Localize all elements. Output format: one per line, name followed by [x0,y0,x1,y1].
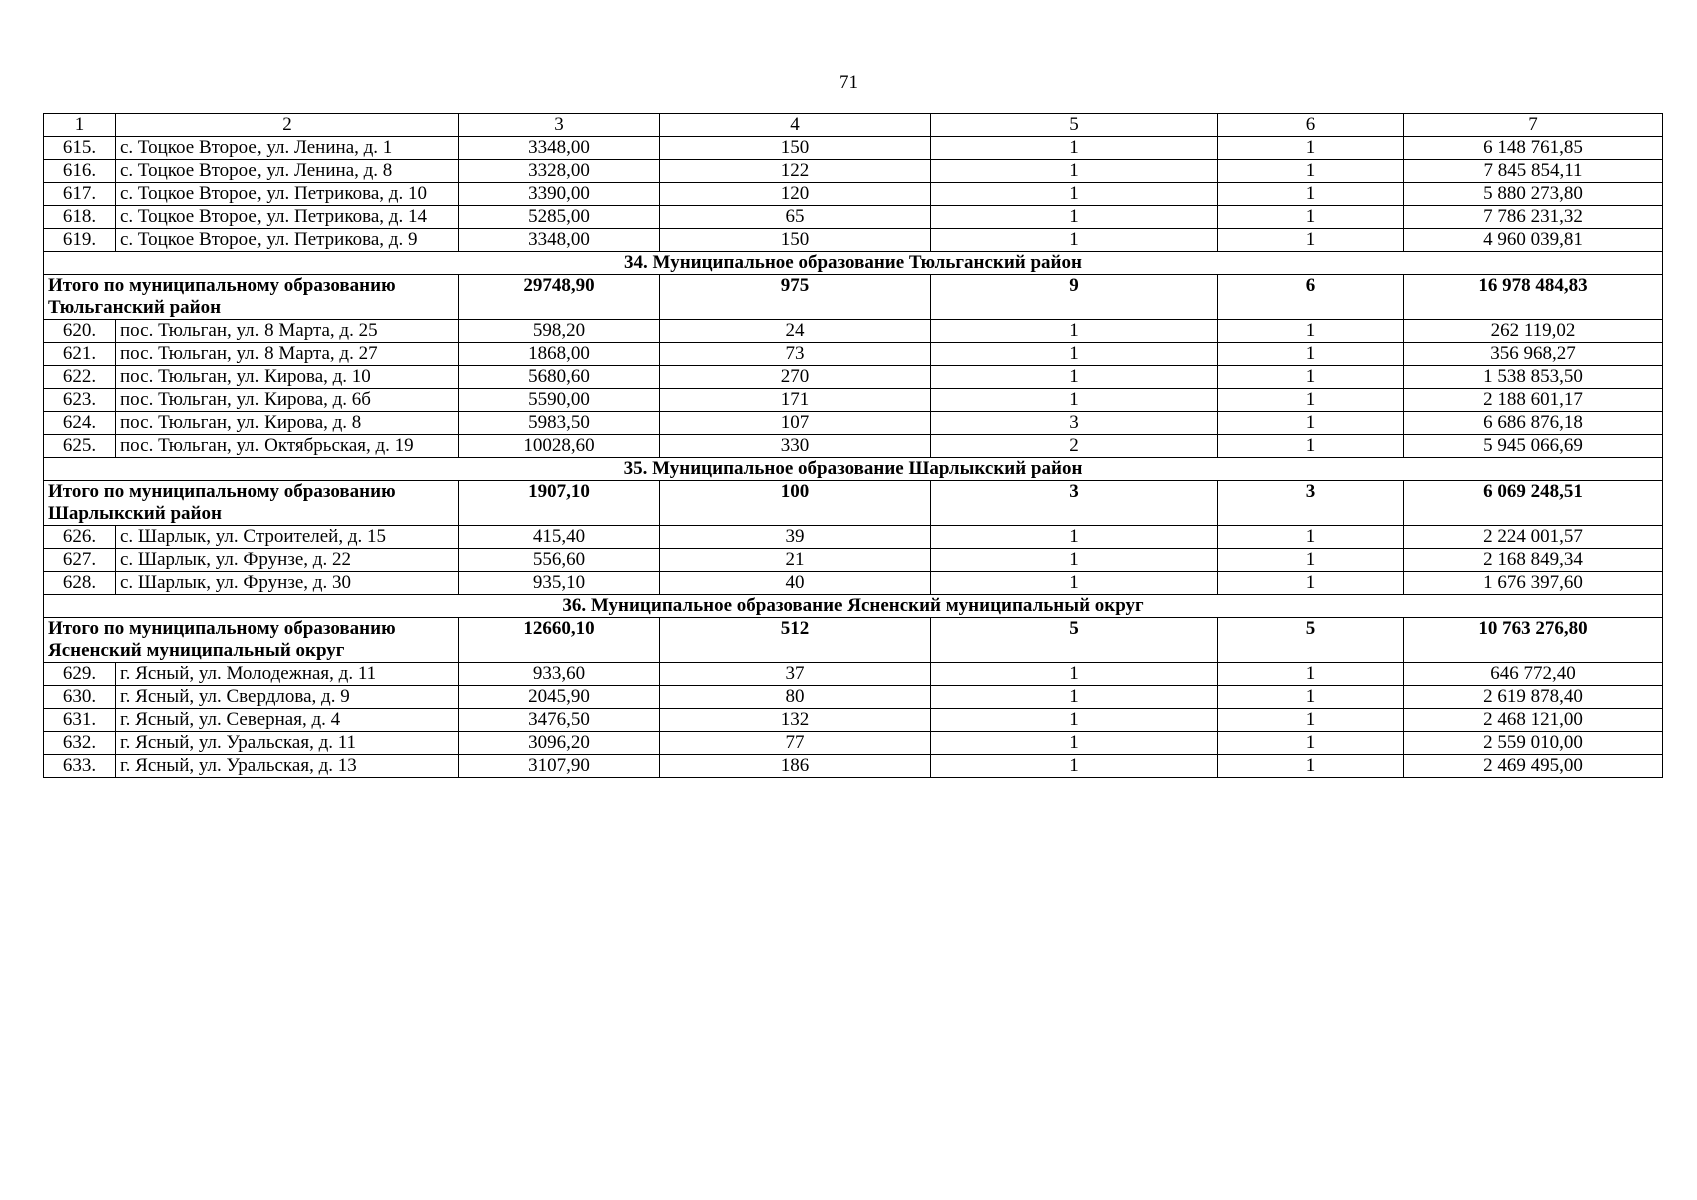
table-body [44,114,1663,778]
row-col6: 1 [1218,389,1404,412]
total-label: Итого по муниципальному образованию Шарлыкский район [44,481,459,526]
total-col6: 3 [1218,481,1404,526]
row-col5: 1 [931,686,1218,709]
row-col6: 1 [1218,160,1404,183]
row-cost: 2 559 010,00 [1404,732,1663,755]
row-col5: 1 [931,137,1218,160]
row-col6: 1 [1218,663,1404,686]
row-area: 5285,00 [459,206,660,229]
row-address: пос. Тюльган, ул. Кирова, д. 6б [116,389,459,412]
row-residents: 150 [660,137,931,160]
row-address: пос. Тюльган, ул. Октябрьская, д. 19 [116,435,459,458]
row-residents: 39 [660,526,931,549]
row-area: 10028,60 [459,435,660,458]
row-col5: 1 [931,549,1218,572]
total-cost: 6 069 248,51 [1404,481,1663,526]
row-area: 3348,00 [459,229,660,252]
row-area: 3348,00 [459,137,660,160]
row-cost: 7 845 854,11 [1404,160,1663,183]
total-cost: 10 763 276,80 [1404,618,1663,663]
row-address: пос. Тюльган, ул. Кирова, д. 10 [116,366,459,389]
column-number-row [44,114,1663,137]
total-col5: 9 [931,275,1218,320]
total-area: 29748,90 [459,275,660,320]
row-number: 622. [44,366,116,389]
table-row [44,732,1663,755]
row-residents: 77 [660,732,931,755]
row-col5: 1 [931,366,1218,389]
row-col6: 1 [1218,206,1404,229]
row-address: г. Ясный, ул. Свердлова, д. 9 [116,686,459,709]
row-col6: 1 [1218,320,1404,343]
row-address: пос. Тюльган, ул. 8 Марта, д. 27 [116,343,459,366]
row-residents: 120 [660,183,931,206]
total-cost: 16 978 484,83 [1404,275,1663,320]
total-area: 12660,10 [459,618,660,663]
row-col6: 1 [1218,183,1404,206]
table-row [44,206,1663,229]
section-total-row [44,275,1663,320]
row-col5: 1 [931,732,1218,755]
row-number: 623. [44,389,116,412]
row-col6: 1 [1218,732,1404,755]
row-col6: 1 [1218,137,1404,160]
row-residents: 186 [660,755,931,778]
row-address: с. Тоцкое Второе, ул. Ленина, д. 1 [116,137,459,160]
row-number: 615. [44,137,116,160]
row-col5: 1 [931,663,1218,686]
row-col5: 1 [931,755,1218,778]
row-address: с. Шарлык, ул. Фрунзе, д. 30 [116,572,459,595]
table-row [44,663,1663,686]
section-header-row [44,595,1663,618]
row-address: г. Ясный, ул. Уральская, д. 11 [116,732,459,755]
row-col6: 1 [1218,412,1404,435]
row-area: 415,40 [459,526,660,549]
row-cost: 646 772,40 [1404,663,1663,686]
row-address: с. Тоцкое Второе, ул. Петрикова, д. 9 [116,229,459,252]
column-number-3: 3 [459,114,660,137]
row-cost: 2 469 495,00 [1404,755,1663,778]
row-residents: 21 [660,549,931,572]
row-number: 616. [44,160,116,183]
row-cost: 2 168 849,34 [1404,549,1663,572]
row-area: 556,60 [459,549,660,572]
table-row [44,435,1663,458]
row-cost: 1 538 853,50 [1404,366,1663,389]
row-area: 2045,90 [459,686,660,709]
table-row [44,343,1663,366]
row-area: 598,20 [459,320,660,343]
row-number: 625. [44,435,116,458]
row-area: 933,60 [459,663,660,686]
table-row [44,160,1663,183]
row-cost: 4 960 039,81 [1404,229,1663,252]
row-col5: 1 [931,229,1218,252]
row-number: 630. [44,686,116,709]
table-row [44,320,1663,343]
table-row [44,526,1663,549]
row-residents: 330 [660,435,931,458]
row-number: 620. [44,320,116,343]
table-row [44,183,1663,206]
column-number-1: 1 [44,114,116,137]
row-col6: 1 [1218,549,1404,572]
total-label: Итого по муниципальному образованию Тюльганский район [44,275,459,320]
row-cost: 6 686 876,18 [1404,412,1663,435]
row-col5: 1 [931,526,1218,549]
row-cost: 262 119,02 [1404,320,1663,343]
row-area: 3390,00 [459,183,660,206]
row-residents: 270 [660,366,931,389]
row-residents: 24 [660,320,931,343]
row-col5: 2 [931,435,1218,458]
row-area: 935,10 [459,572,660,595]
row-col6: 1 [1218,709,1404,732]
row-col6: 1 [1218,686,1404,709]
row-number: 629. [44,663,116,686]
row-area: 5983,50 [459,412,660,435]
row-number: 632. [44,732,116,755]
row-col6: 1 [1218,366,1404,389]
row-col5: 3 [931,412,1218,435]
table-row [44,137,1663,160]
table-row [44,412,1663,435]
table-row [44,572,1663,595]
section-total-row [44,481,1663,526]
row-number: 631. [44,709,116,732]
row-number: 621. [44,343,116,366]
total-col5: 3 [931,481,1218,526]
row-address: г. Ясный, ул. Молодежная, д. 11 [116,663,459,686]
row-area: 3328,00 [459,160,660,183]
row-area: 3107,90 [459,755,660,778]
total-residents: 512 [660,618,931,663]
row-residents: 122 [660,160,931,183]
row-cost: 5 880 273,80 [1404,183,1663,206]
row-cost: 2 468 121,00 [1404,709,1663,732]
row-cost: 2 619 878,40 [1404,686,1663,709]
table-row [44,366,1663,389]
row-col5: 1 [931,320,1218,343]
housing-register-table [43,113,1663,778]
row-residents: 132 [660,709,931,732]
table-row [44,549,1663,572]
row-col5: 1 [931,206,1218,229]
total-col6: 6 [1218,275,1404,320]
row-col5: 1 [931,389,1218,412]
row-col6: 1 [1218,343,1404,366]
section-title: 35. Муниципальное образование Шарлыкский район [44,458,1663,481]
row-residents: 171 [660,389,931,412]
row-area: 5590,00 [459,389,660,412]
total-residents: 975 [660,275,931,320]
row-residents: 107 [660,412,931,435]
row-address: с. Тоцкое Второе, ул. Петрикова, д. 10 [116,183,459,206]
row-area: 3476,50 [459,709,660,732]
section-header-row [44,252,1663,275]
row-address: с. Тоцкое Второе, ул. Петрикова, д. 14 [116,206,459,229]
table-row [44,389,1663,412]
row-col5: 1 [931,183,1218,206]
column-number-4: 4 [660,114,931,137]
row-area: 3096,20 [459,732,660,755]
row-col6: 1 [1218,572,1404,595]
row-residents: 37 [660,663,931,686]
column-number-7: 7 [1404,114,1663,137]
row-residents: 40 [660,572,931,595]
row-number: 624. [44,412,116,435]
row-residents: 80 [660,686,931,709]
row-col5: 1 [931,343,1218,366]
row-col6: 1 [1218,229,1404,252]
row-number: 628. [44,572,116,595]
row-residents: 150 [660,229,931,252]
row-area: 1868,00 [459,343,660,366]
row-cost: 1 676 397,60 [1404,572,1663,595]
table-row [44,686,1663,709]
total-label: Итого по муниципальному образованию Ясненский муниципальный округ [44,618,459,663]
row-cost: 6 148 761,85 [1404,137,1663,160]
section-title: 34. Муниципальное образование Тюльганский район [44,252,1663,275]
total-area: 1907,10 [459,481,660,526]
table-row [44,229,1663,252]
row-number: 618. [44,206,116,229]
row-address: пос. Тюльган, ул. 8 Марта, д. 25 [116,320,459,343]
table-row [44,755,1663,778]
row-residents: 73 [660,343,931,366]
column-number-2: 2 [116,114,459,137]
section-header-row [44,458,1663,481]
column-number-6: 6 [1218,114,1404,137]
row-col5: 1 [931,572,1218,595]
row-area: 5680,60 [459,366,660,389]
total-col5: 5 [931,618,1218,663]
row-col5: 1 [931,709,1218,732]
row-address: с. Шарлык, ул. Фрунзе, д. 22 [116,549,459,572]
row-number: 633. [44,755,116,778]
row-residents: 65 [660,206,931,229]
row-number: 619. [44,229,116,252]
row-col6: 1 [1218,755,1404,778]
row-cost: 2 188 601,17 [1404,389,1663,412]
row-number: 617. [44,183,116,206]
table-row [44,709,1663,732]
row-address: с. Тоцкое Второе, ул. Ленина, д. 8 [116,160,459,183]
row-cost: 5 945 066,69 [1404,435,1663,458]
row-cost: 356 968,27 [1404,343,1663,366]
row-col6: 1 [1218,526,1404,549]
row-number: 626. [44,526,116,549]
row-col6: 1 [1218,435,1404,458]
row-address: г. Ясный, ул. Северная, д. 4 [116,709,459,732]
row-address: с. Шарлык, ул. Строителей, д. 15 [116,526,459,549]
row-col5: 1 [931,160,1218,183]
row-address: пос. Тюльган, ул. Кирова, д. 8 [116,412,459,435]
row-cost: 7 786 231,32 [1404,206,1663,229]
section-title: 36. Муниципальное образование Ясненский муниципальный округ [44,595,1663,618]
total-col6: 5 [1218,618,1404,663]
section-total-row [44,618,1663,663]
page-number: 71 [839,72,858,93]
row-address: г. Ясный, ул. Уральская, д. 13 [116,755,459,778]
row-cost: 2 224 001,57 [1404,526,1663,549]
column-number-5: 5 [931,114,1218,137]
row-number: 627. [44,549,116,572]
total-residents: 100 [660,481,931,526]
